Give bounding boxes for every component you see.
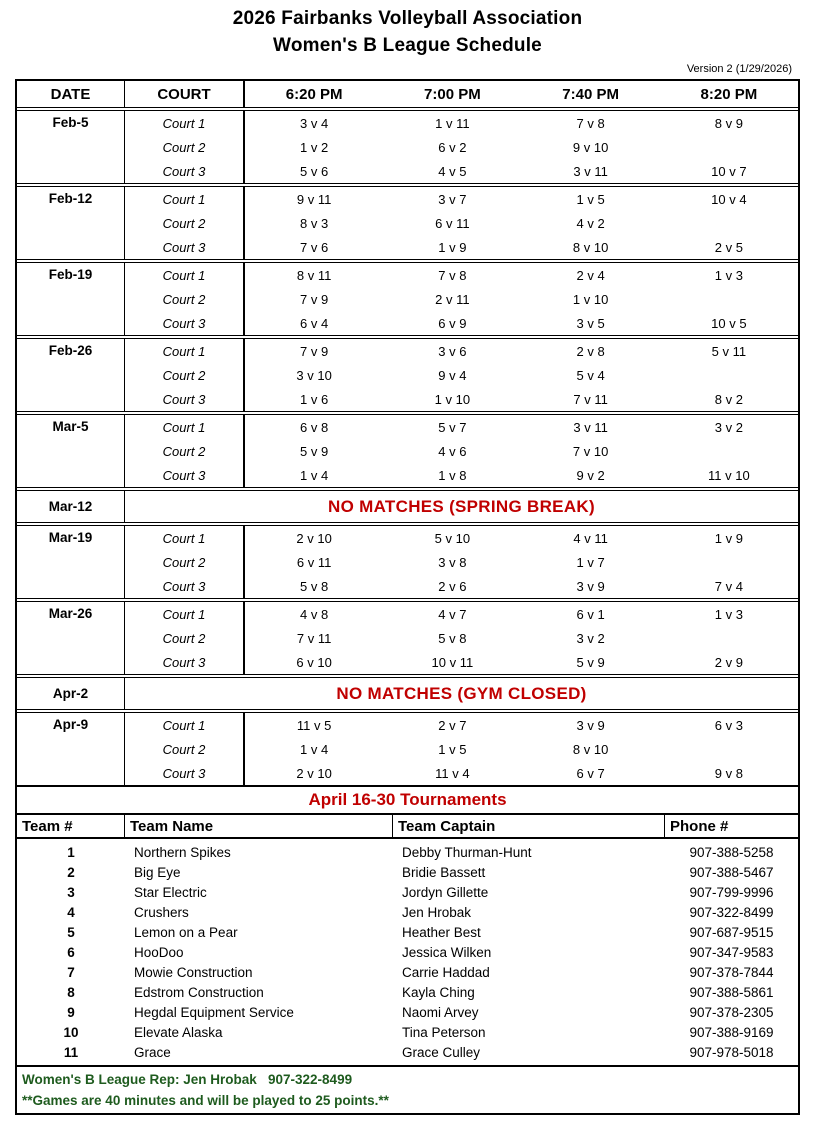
- match-cell: 5 v 9: [576, 654, 605, 670]
- team-captain: Tina Peterson: [402, 1024, 486, 1040]
- week-date: Mar-5: [17, 415, 125, 487]
- roster-header-team-captain: Team Captain: [393, 815, 665, 837]
- header-date: DATE: [17, 81, 125, 107]
- schedule-header-row: [17, 81, 798, 111]
- match-cell: 9 v 8: [714, 765, 743, 781]
- match-cell: 4 v 11: [573, 530, 608, 546]
- match-cell: 2 v 6: [438, 578, 467, 594]
- court-label: Court 2: [125, 550, 245, 574]
- team-row: [17, 1042, 798, 1062]
- team-row: [17, 862, 798, 882]
- team-number: 4: [67, 904, 75, 920]
- schedule-document: [15, 0, 800, 1115]
- court-label: Court 2: [125, 737, 245, 761]
- match-cell: 11 v 10: [708, 467, 750, 483]
- roster-body: [15, 837, 800, 1067]
- match-cell: 5 v 8: [300, 578, 329, 594]
- court-label: Court 3: [125, 311, 245, 335]
- match-cell: 4 v 2: [576, 215, 605, 231]
- match-cell: 10 v 5: [711, 315, 747, 331]
- no-matches-label: NO MATCHES (SPRING BREAK): [328, 496, 595, 516]
- team-row: [17, 922, 798, 942]
- team-row: [17, 982, 798, 1002]
- week-block: [17, 335, 798, 411]
- match-cell: 6 v 1: [576, 606, 605, 622]
- match-cell: 1 v 10: [434, 391, 471, 407]
- team-name: Lemon on a Pear: [134, 924, 238, 940]
- match-cell: [660, 626, 798, 650]
- match-cell: 6 v 2: [438, 139, 467, 155]
- court-label: Court 3: [125, 387, 245, 411]
- team-name: Grace: [134, 1044, 171, 1060]
- match-cell: 1 v 5: [576, 191, 605, 207]
- team-phone: 907-799-9996: [689, 884, 774, 900]
- week-block: [17, 411, 798, 487]
- footer-notes: [15, 1065, 800, 1115]
- team-captain: Naomi Arvey: [402, 1004, 479, 1020]
- court-label: Court 3: [125, 650, 245, 674]
- header-time-620: 6:20 PM: [285, 85, 343, 103]
- court-label: Court 1: [125, 415, 245, 439]
- rules-line: **Games are 40 minutes and will be played to 25 points.**: [22, 1093, 389, 1108]
- court-label: Court 1: [125, 263, 245, 287]
- team-name: Crushers: [134, 904, 189, 920]
- court-label: Court 1: [125, 526, 245, 550]
- match-cell: 2 v 7: [438, 717, 467, 733]
- match-cell: 10 v 11: [431, 654, 474, 670]
- match-cell: 1 v 4: [300, 741, 329, 757]
- week-block: [17, 183, 798, 259]
- match-cell: 3 v 11: [573, 163, 608, 179]
- week-block: [17, 522, 798, 598]
- team-captain: Carrie Haddad: [402, 964, 490, 980]
- court-label: Court 3: [125, 235, 245, 259]
- match-cell: 1 v 9: [714, 530, 743, 546]
- match-cell: 7 v 8: [576, 115, 605, 131]
- match-cell: 8 v 10: [572, 741, 609, 757]
- team-number: 8: [67, 984, 75, 1000]
- team-phone: 907-378-2305: [689, 1004, 774, 1020]
- match-cell: 7 v 9: [300, 343, 329, 359]
- match-cell: 1 v 9: [438, 239, 467, 255]
- header-time-820: 8:20 PM: [700, 85, 758, 103]
- team-row: [17, 882, 798, 902]
- match-cell: 8 v 3: [300, 215, 329, 231]
- team-captain: Grace Culley: [402, 1044, 481, 1060]
- match-cell: 6 v 11: [435, 215, 470, 231]
- match-cell: 2 v 10: [296, 530, 332, 546]
- team-name: Big Eye: [134, 864, 181, 880]
- match-cell: 5 v 9: [300, 443, 329, 459]
- match-cell: 1 v 5: [438, 741, 467, 757]
- match-cell: 6 v 3: [714, 717, 743, 733]
- team-number: 7: [67, 964, 75, 980]
- match-cell: 7 v 10: [572, 443, 609, 459]
- court-label: Court 1: [125, 602, 245, 626]
- team-number: 9: [67, 1004, 75, 1020]
- match-cell: 6 v 4: [300, 315, 329, 331]
- team-number: 11: [63, 1044, 79, 1060]
- team-phone: 907-388-9169: [689, 1024, 774, 1040]
- match-cell: 4 v 7: [438, 606, 467, 622]
- match-cell: 8 v 10: [572, 239, 609, 255]
- team-row: [17, 1022, 798, 1042]
- team-name: Mowie Construction: [134, 964, 253, 980]
- match-cell: 11 v 5: [296, 717, 332, 733]
- team-captain: Jen Hrobak: [402, 904, 472, 920]
- match-cell: 6 v 8: [300, 419, 329, 435]
- match-cell: 3 v 9: [576, 717, 605, 733]
- team-row: [17, 942, 798, 962]
- week-block: [17, 674, 798, 709]
- week-date: Mar-26: [17, 602, 125, 674]
- match-cell: 3 v 8: [438, 554, 467, 570]
- match-cell: 7 v 9: [300, 291, 329, 307]
- week-date: Apr-2: [17, 678, 125, 709]
- match-cell: [660, 135, 798, 159]
- week-block: [17, 487, 798, 522]
- match-cell: 5 v 7: [438, 419, 467, 435]
- team-number: 3: [67, 884, 75, 900]
- court-label: Court 1: [125, 339, 245, 363]
- match-cell: 2 v 11: [435, 291, 470, 307]
- team-phone: 907-347-9583: [689, 944, 774, 960]
- match-cell: 1 v 4: [300, 467, 329, 483]
- court-label: Court 2: [125, 135, 245, 159]
- match-cell: 7 v 4: [714, 578, 743, 594]
- match-cell: 3 v 10: [296, 367, 332, 383]
- page-subtitle: Women's B League Schedule: [273, 35, 542, 56]
- match-cell: 8 v 9: [714, 115, 743, 131]
- match-cell: 2 v 4: [576, 267, 605, 283]
- match-cell: 7 v 8: [438, 267, 467, 283]
- match-cell: 1 v 10: [572, 291, 609, 307]
- match-cell: 2 v 5: [714, 239, 743, 255]
- week-block: [17, 709, 798, 785]
- team-captain: Heather Best: [402, 924, 481, 940]
- schedule-table: [15, 79, 800, 787]
- match-cell: [660, 287, 798, 311]
- week-date: Feb-26: [17, 339, 125, 411]
- match-cell: 4 v 6: [438, 443, 467, 459]
- match-cell: 7 v 11: [573, 391, 608, 407]
- team-captain: Jessica Wilken: [402, 944, 492, 960]
- match-cell: 1 v 6: [300, 391, 329, 407]
- team-captain: Jordyn Gillette: [402, 884, 489, 900]
- team-phone: 907-978-5018: [689, 1044, 774, 1060]
- team-captain: Bridie Bassett: [402, 864, 486, 880]
- roster-header-team-name: Team Name: [125, 815, 393, 837]
- match-cell: 5 v 10: [434, 530, 471, 546]
- match-cell: 3 v 7: [438, 191, 467, 207]
- match-cell: 4 v 5: [438, 163, 467, 179]
- match-cell: 6 v 11: [296, 554, 332, 570]
- team-row: [17, 1002, 798, 1022]
- week-date: Mar-19: [17, 526, 125, 598]
- team-number: 2: [67, 864, 75, 880]
- week-date: Feb-19: [17, 263, 125, 335]
- match-cell: 8 v 2: [714, 391, 743, 407]
- team-phone: 907-388-5861: [689, 984, 774, 1000]
- match-cell: [660, 363, 798, 387]
- schedule-body: [17, 111, 798, 785]
- court-label: Court 2: [125, 287, 245, 311]
- match-cell: 1 v 3: [714, 267, 743, 283]
- header-court: COURT: [125, 81, 245, 107]
- match-cell: 2 v 10: [296, 765, 332, 781]
- match-cell: 2 v 9: [714, 654, 743, 670]
- team-name: HooDoo: [134, 944, 184, 960]
- court-label: Court 1: [125, 713, 245, 737]
- match-cell: 1 v 8: [438, 467, 467, 483]
- week-block: [17, 598, 798, 674]
- team-name: Hegdal Equipment Service: [134, 1004, 294, 1020]
- team-captain: Debby Thurman-Hunt: [402, 844, 532, 860]
- team-phone: 907-378-7844: [689, 964, 774, 980]
- match-cell: 3 v 6: [438, 343, 467, 359]
- match-cell: 5 v 8: [438, 630, 467, 646]
- match-cell: 9 v 10: [572, 139, 609, 155]
- match-cell: 3 v 2: [714, 419, 743, 435]
- match-cell: [660, 737, 798, 761]
- court-label: Court 3: [125, 574, 245, 598]
- team-number: 10: [63, 1024, 79, 1040]
- match-cell: 11 v 4: [435, 765, 470, 781]
- match-cell: 1 v 3: [714, 606, 743, 622]
- team-captain: Kayla Ching: [402, 984, 475, 1000]
- match-cell: 6 v 10: [296, 654, 332, 670]
- match-cell: 9 v 11: [296, 191, 332, 207]
- header-time-700: 7:00 PM: [424, 85, 481, 103]
- match-cell: [660, 211, 798, 235]
- match-cell: 8 v 11: [296, 267, 332, 283]
- match-cell: 9 v 2: [576, 467, 605, 483]
- court-label: Court 1: [125, 187, 245, 211]
- match-cell: 7 v 11: [296, 630, 332, 646]
- match-cell: 9 v 4: [438, 367, 467, 383]
- header-time-740: 7:40 PM: [562, 85, 619, 103]
- team-name: Elevate Alaska: [134, 1024, 223, 1040]
- court-label: Court 3: [125, 463, 245, 487]
- match-cell: 3 v 2: [576, 630, 605, 646]
- tournaments-banner: April 16-30 Tournaments: [15, 785, 800, 815]
- team-number: 1: [67, 844, 75, 860]
- team-phone: 907-388-5258: [689, 844, 774, 860]
- match-cell: 3 v 5: [576, 315, 605, 331]
- team-name: Edstrom Construction: [134, 984, 264, 1000]
- version-label: Version 2 (1/29/2026): [686, 63, 792, 75]
- team-name: Northern Spikes: [134, 844, 231, 860]
- team-phone: 907-322-8499: [689, 904, 774, 920]
- court-label: Court 2: [125, 211, 245, 235]
- match-cell: 3 v 11: [573, 419, 608, 435]
- match-cell: [660, 550, 798, 574]
- match-cell: 6 v 7: [576, 765, 605, 781]
- match-cell: 1 v 7: [576, 554, 605, 570]
- week-date: Apr-9: [17, 713, 125, 785]
- team-name: Star Electric: [134, 884, 207, 900]
- week-block: [17, 111, 798, 183]
- court-label: Court 2: [125, 363, 245, 387]
- page-title: 2026 Fairbanks Volleyball Association: [232, 8, 583, 29]
- court-label: Court 3: [125, 159, 245, 183]
- team-phone: 907-388-5467: [689, 864, 774, 880]
- match-cell: 3 v 9: [576, 578, 605, 594]
- match-cell: 1 v 11: [435, 115, 470, 131]
- match-cell: 5 v 4: [576, 367, 605, 383]
- team-row: [17, 902, 798, 922]
- match-cell: 5 v 6: [300, 163, 329, 179]
- match-cell: 6 v 9: [438, 315, 467, 331]
- team-number: 5: [67, 924, 75, 940]
- team-row: [17, 962, 798, 982]
- roster-header-team-number: Team #: [17, 815, 125, 837]
- match-cell: 2 v 8: [576, 343, 605, 359]
- match-cell: [660, 439, 798, 463]
- match-cell: 5 v 11: [711, 343, 747, 359]
- roster-header-row: [15, 813, 800, 839]
- week-date: Feb-5: [17, 111, 125, 183]
- roster-header-phone: Phone #: [670, 817, 729, 835]
- court-label: Court 3: [125, 761, 245, 785]
- match-cell: 7 v 6: [300, 239, 329, 255]
- court-label: Court 1: [125, 111, 245, 135]
- team-row: [17, 842, 798, 862]
- league-rep-line: Women's B League Rep: Jen Hrobak 907-322-8499: [22, 1072, 353, 1087]
- match-cell: 10 v 7: [711, 163, 747, 179]
- match-cell: 3 v 4: [300, 115, 329, 131]
- match-cell: 1 v 2: [300, 139, 329, 155]
- team-phone: 907-687-9515: [689, 924, 774, 940]
- team-number: 6: [67, 944, 75, 960]
- court-label: Court 2: [125, 439, 245, 463]
- week-block: [17, 259, 798, 335]
- match-cell: 10 v 4: [711, 191, 747, 207]
- no-matches-label: NO MATCHES (GYM CLOSED): [336, 683, 587, 703]
- match-cell: 4 v 8: [300, 606, 329, 622]
- week-date: Feb-12: [17, 187, 125, 259]
- court-label: Court 2: [125, 626, 245, 650]
- week-date: Mar-12: [17, 491, 125, 522]
